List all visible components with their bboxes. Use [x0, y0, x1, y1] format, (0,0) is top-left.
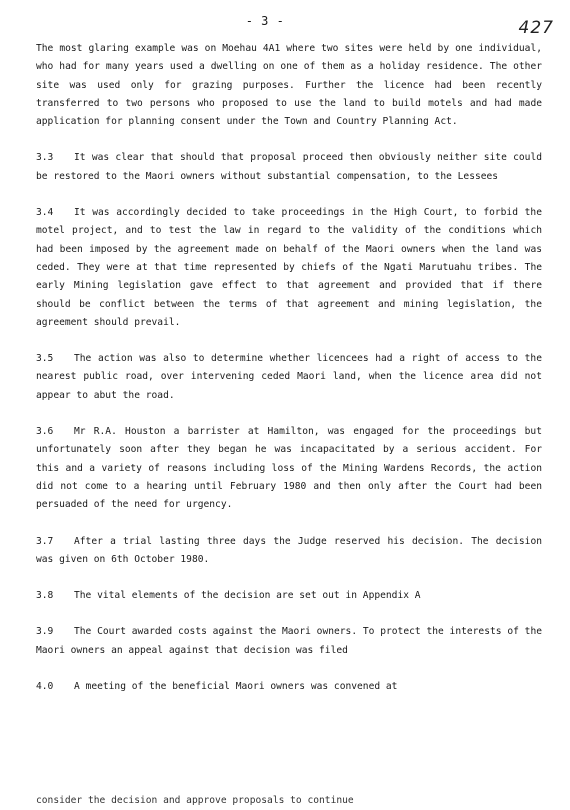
paragraph-number: 3.7 — [36, 535, 54, 547]
paragraph-text: After a trial lasting three days the Judge reserved his decision. The decision was given on 6th October 1980. — [36, 535, 542, 565]
paragraph — [36, 40, 542, 131]
paragraph — [36, 587, 542, 605]
paragraph-text: The most glaring example was on Moehau 4A1 where two sites were held by one individual, who had for many years used a dwelling on one of them as a holiday residence. The other site was used only for grazing purposes. Further the licence had been recently transferred to two persons who proposed to use the land to build motels and had made application for planning consent under the Town and Country Planning Act. — [36, 43, 542, 128]
paragraph — [36, 204, 542, 332]
paragraph-number: 3.3 — [36, 152, 54, 164]
paragraph — [36, 149, 542, 186]
paragraph-number: 4.0 — [36, 681, 54, 693]
paragraph-number: 3.4 — [36, 207, 54, 219]
cut-off-line: consider the decision and approve proposals to continue — [36, 795, 354, 806]
handwritten-page-stamp: 427 — [518, 18, 554, 38]
paragraph-number: 3.6 — [36, 426, 54, 438]
paragraph — [36, 423, 542, 514]
body-text — [36, 40, 542, 714]
paragraph-text: The vital elements of the decision are set out in Appendix A — [74, 590, 421, 602]
paragraph-text: A meeting of the beneficial Maori owners was convened at — [74, 681, 398, 693]
paragraph-number: 3.9 — [36, 626, 54, 638]
paragraph-number: 3.5 — [36, 353, 54, 365]
page-number: - 3 - — [245, 14, 285, 28]
paragraph-text: It was clear that should that proposal proceed then obviously neither site could be restored to the Maori owners without substantial compensation, to the Lessees — [36, 152, 542, 182]
paragraph — [36, 623, 542, 660]
paragraph — [36, 350, 542, 405]
paragraph-text: The action was also to determine whether licencees had a right of access to the nearest public road, over intervening ceded Maori land, when the licence area did not appear to abut the road. — [36, 353, 542, 401]
paragraph-text: It was accordingly decided to take proceedings in the High Court, to forbid the motel project, and to test the law in regard to the validity of the conditions which had been imposed by the agreement made on behalf of the Maori owners when the land was ceded. They were at that time represented by chiefs of the Ngati Marutuahu tribes. The early Mining legislation gave effect to that agreement and provided that if there should be conflict between the terms of that agreement and mining legislation, the agreement should prevail. — [36, 207, 542, 328]
paragraph-text: Mr R.A. Houston a barrister at Hamilton, was engaged for the proceedings but unfortunately soon after they began he was incapacitated by a serious accident. For this and a variety of reasons including loss of the Mining Wardens Records, the action did not come to a hearing until February 1980 and then only after the Court had been persuaded of the need for urgency. — [36, 426, 542, 511]
paragraph-number: 3.8 — [36, 590, 54, 602]
paragraph-text: The Court awarded costs against the Maori owners. To protect the interests of the Maori owners an appeal against that decision was filed — [36, 626, 542, 656]
paragraph — [36, 678, 542, 696]
paragraph — [36, 533, 542, 570]
